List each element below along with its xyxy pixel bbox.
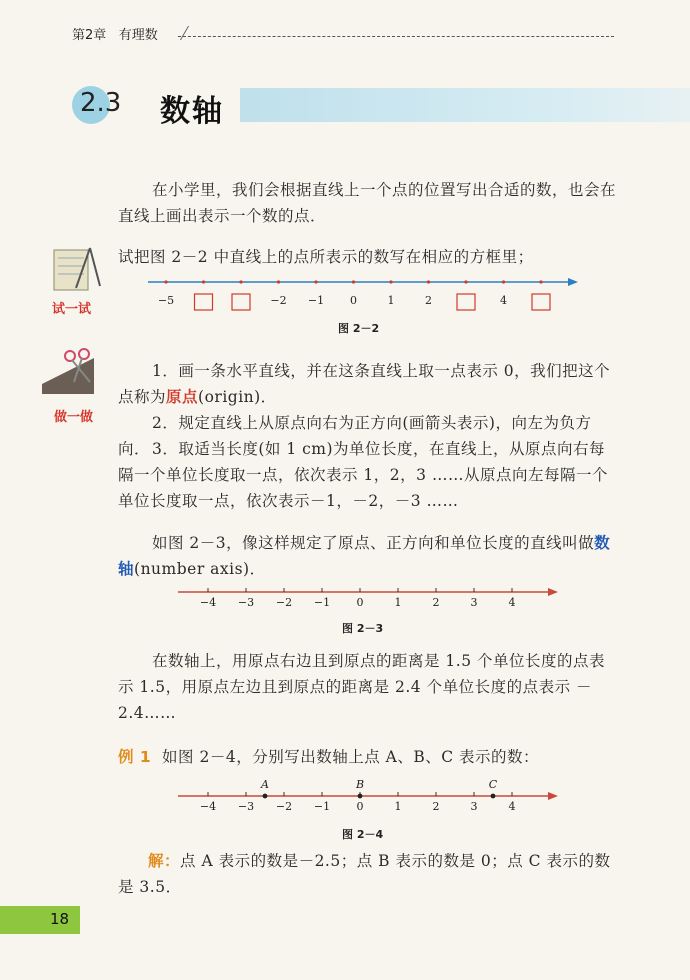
do-it-label: 做一做 [54,410,94,425]
scissors-ruler-icon [40,344,106,406]
step-1-text: 1．画一条水平直线，并在这条直线上取一点表示 0，我们把这个点称为 [118,362,611,406]
tick-mark [502,280,505,283]
compass-notebook-icon [46,244,106,296]
chapter-number: 第2章 [72,28,107,43]
tick-label: −2 [275,800,293,813]
section-title-bar [240,88,690,122]
answer-box[interactable] [232,294,250,310]
definition-english: (number axis)． [134,560,266,578]
answer-label: 解： [148,851,181,870]
answer-box[interactable] [532,294,550,310]
tick-label: −1 [313,596,331,609]
answer-paragraph [118,848,618,900]
point-c [491,794,496,799]
answer-text: 点 A 表示的数是－2.5；点 B 表示的数是 0；点 C 表示的数是 3.5． [118,852,611,896]
tick-label: −2 [270,294,287,307]
header-divider [166,26,189,40]
tick-mark [164,280,167,283]
axis-arrowhead [568,278,578,286]
tick-label: 3 [470,800,478,813]
figure-2-2-caption: 图 2－2 [338,322,380,335]
tick-label: −4 [199,800,217,813]
chapter-title: 有理数 [118,28,158,43]
intro-paragraph: 在小学里，我们会根据直线上一个点的位置写出合适的数，也会在直线上画出表示一个数的点． [118,181,617,225]
point-label: C [488,778,498,791]
section-number: 2.3 [80,88,122,118]
tick-mark [202,280,205,283]
header-dashed-line [178,36,614,37]
tick-label: −5 [157,294,175,307]
example-label: 例 1 [118,748,152,766]
tick-label: 1 [394,800,402,813]
step-1-origin-english: (origin)． [198,388,277,406]
try-it-prompt: 试把图 2－2 中直线上的点所表示的数写在相应的方框里； [118,248,534,266]
tick-label: 0 [356,596,364,609]
page-number: 18 [50,910,70,928]
number-axis-term: 数轴 [118,533,611,578]
tick-label: 0 [356,800,364,813]
tick-label: −4 [199,596,217,609]
point-label: B [355,778,365,791]
axis-arrowhead [548,792,558,800]
tick-label: 2 [432,800,440,813]
tick-label: −1 [313,800,331,813]
definition-text: 如图 2－3，像这样规定了原点、正方向和单位长度的直线叫做 [152,534,595,552]
tick-mark [427,280,430,283]
tick-label: −2 [275,596,293,609]
tick-mark [389,280,392,283]
do-it-step-3: 3．取适当长度(如 1 cm)为单位长度，在直线上，从原点向右每隔一个单位长度取一点，依次表示 1，2，3 ……从原点向左每隔一个单位长度取一点，依次表示－1，－2，－3 …… [118,440,608,510]
figure-2-4-caption: 图 2－4 [342,828,384,841]
tick-label: 0 [350,294,357,307]
tick-label: 4 [508,596,516,609]
tick-label: 1 [394,596,402,609]
tick-label: 2 [425,294,432,307]
tick-label: −3 [237,596,255,609]
tick-label: 2 [432,596,440,609]
tick-label: 4 [500,294,507,307]
axis-arrowhead [548,588,558,596]
tick-label: 1 [387,294,395,307]
tick-label: 4 [508,800,516,813]
explanation-paragraph: 在数轴上，用原点右边且到原点的距离是 1.5 个单位长度的点表示 1.5，用原点左边且到原点的距离是 2.4 个单位长度的点表示 －2.4…… [118,652,606,722]
tick-mark [352,280,355,283]
tick-mark [277,280,280,283]
tick-mark [239,280,242,283]
point-label: A [261,778,269,791]
do-it-panel [40,344,106,428]
point-a [263,794,268,799]
tick-mark [464,280,467,283]
do-it-step-1 [118,358,618,410]
point-b [358,794,363,799]
try-it-label: 试一试 [52,302,92,317]
figure-2-3-caption: 图 2－3 [342,622,384,635]
figure-2-3-number-line [172,584,560,616]
tick-mark [539,280,542,283]
definition-paragraph [118,530,618,582]
answer-box[interactable] [457,294,475,310]
example-question: 如图 2－4，分别写出数轴上点 A、B、C 表示的数： [162,748,539,766]
chapter-header [72,24,158,43]
figure-2-2-number-line [140,272,580,318]
try-it-panel [46,244,106,318]
section-title: 数轴 [160,94,224,129]
origin-term: 原点 [166,387,199,406]
tick-mark [314,280,317,283]
tick-label: 3 [470,596,478,609]
tick-label: −3 [237,800,255,813]
example-question-line [118,744,638,770]
tick-label: −1 [307,294,325,307]
answer-box[interactable] [195,294,213,310]
do-it-step-2: 2．规定直线上从原点向右为正方向(画箭头表示)，向左为负方向． [118,414,592,458]
figure-2-4-number-line [172,778,560,818]
